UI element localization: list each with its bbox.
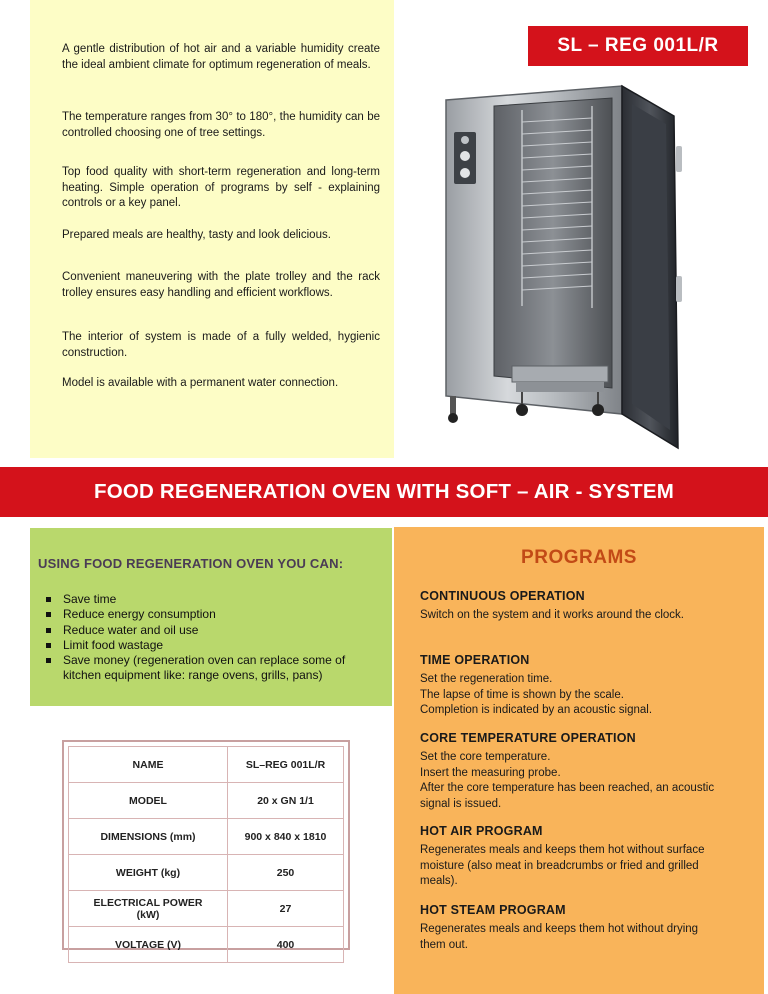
table-row <box>69 783 344 819</box>
specs-table-frame <box>62 740 350 950</box>
program-text: The lapse of time is shown by the scale. <box>420 688 624 701</box>
spec-value: 250 <box>228 855 344 891</box>
spec-value: 400 <box>228 927 344 963</box>
spec-value: 20 x GN 1/1 <box>228 783 344 819</box>
program-title: HOT AIR PROGRAM <box>420 824 543 838</box>
spec-label: WEIGHT (kg) <box>69 855 228 891</box>
table-row <box>69 927 344 963</box>
title-banner: FOOD REGENERATION OVEN WITH SOFT – AIR - SYSTEM <box>0 467 768 517</box>
list-item: Save money (regeneration oven can replace some of kitchen equipment like: range ovens, grills, pans) <box>46 653 376 684</box>
program-text: Regenerates meals and keeps them hot without drying them out. <box>420 923 699 951</box>
specs-table <box>68 746 344 963</box>
spec-label: VOLTAGE (V) <box>69 927 228 963</box>
spec-value: 27 <box>228 891 344 927</box>
program-title: CORE TEMPERATURE OPERATION <box>420 731 636 745</box>
intro-panel <box>30 0 394 458</box>
intro-paragraph: Top food quality with short-term regeneration and long-term heating. Simple operation of programs by self - explaining controls or a key panel. <box>62 166 380 209</box>
program-title: CONTINUOUS OPERATION <box>420 589 585 603</box>
program-title: HOT STEAM PROGRAM <box>420 903 566 917</box>
intro-paragraph: The interior of system is made of a fully welded, hygienic construction. <box>62 331 380 359</box>
program-text: Regenerates meals and keeps them hot without surface moisture (also meat in breadcrumbs or fried and grilled meals). <box>420 844 705 887</box>
program-text: Insert the measuring probe. <box>420 766 561 779</box>
benefits-heading: USING FOOD REGENERATION OVEN YOU CAN: <box>38 556 344 571</box>
program-text: Set the core temperature. <box>420 751 551 763</box>
list-item: Limit food wastage <box>46 638 376 653</box>
spec-value: 900 x 840 x 1810 <box>228 819 344 855</box>
list-item: Save time <box>46 592 376 607</box>
program-hot-air <box>420 824 720 890</box>
program-hot-steam <box>420 903 720 953</box>
program-text: Switch on the system and it works around the clock. <box>420 609 684 621</box>
intro-paragraph: Prepared meals are healthy, tasty and look delicious. <box>62 229 331 241</box>
intro-paragraph: Convenient maneuvering with the plate trolley and the rack trolley ensures easy handling and efficient workflows. <box>62 271 380 299</box>
intro-paragraph: A gentle distribution of hot air and a variable humidity create the ideal ambient climate for optimum regeneration of meals. <box>62 43 380 71</box>
benefits-panel <box>30 528 392 706</box>
spec-label: MODEL <box>69 783 228 819</box>
table-row <box>69 819 344 855</box>
spec-label: DIMENSIONS (mm) <box>69 819 228 855</box>
model-tag: SL – REG 001L/R <box>528 26 748 66</box>
intro-paragraph: Model is available with a permanent water connection. <box>62 377 339 389</box>
program-title: TIME OPERATION <box>420 653 530 667</box>
spec-value: SL–REG 001L/R <box>228 747 344 783</box>
spec-label: NAME <box>69 747 228 783</box>
spec-label: ELECTRICAL POWER (kW) <box>69 891 228 927</box>
program-text: Set the regeneration time. <box>420 673 553 685</box>
benefits-list <box>46 592 376 684</box>
oven-product-image <box>432 76 708 462</box>
programs-panel <box>394 527 764 994</box>
list-item: Reduce water and oil use <box>46 623 376 638</box>
program-core-temperature <box>420 731 720 812</box>
table-row <box>69 747 344 783</box>
table-row <box>69 855 344 891</box>
programs-heading: PROGRAMS <box>521 547 637 568</box>
program-time <box>420 653 720 719</box>
list-item: Reduce energy consumption <box>46 607 376 622</box>
table-row <box>69 891 344 927</box>
intro-paragraph: The temperature ranges from 30° to 180°, the humidity can be controlled choosing one of tree settings. <box>62 111 380 139</box>
program-continuous <box>420 589 720 624</box>
program-text: Completion is indicated by an acoustic signal. <box>420 704 653 716</box>
program-text: After the core temperature has been reached, an acoustic signal is issued. <box>420 782 715 810</box>
